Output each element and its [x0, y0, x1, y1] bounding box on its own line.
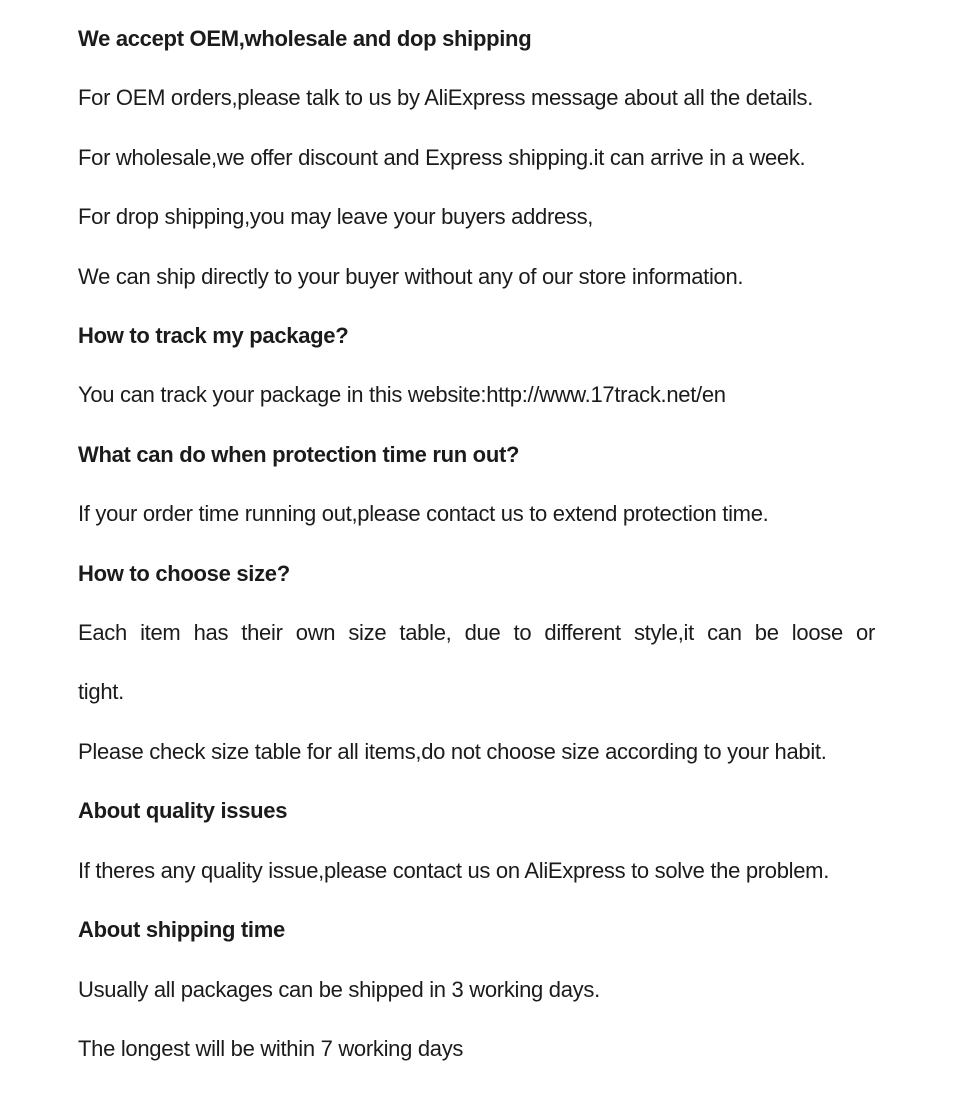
paragraph-line: You can track your package in this website:http://www.17track.net/en	[78, 382, 726, 408]
section-heading: How to track my package?	[78, 323, 349, 349]
paragraph-line: If your order time running out,please contact us to extend protection time.	[78, 501, 769, 527]
paragraph-line: tight.	[78, 679, 124, 705]
paragraph-line: Please check size table for all items,do not choose size according to your habit.	[78, 738, 827, 764]
paragraph-line: The longest will be within 7 working days	[78, 1035, 464, 1061]
section-heading: About shipping time	[78, 917, 285, 943]
paragraph-line: Each item has their own size table, due to different style,it can be loose or	[78, 620, 875, 646]
section-heading: We accept OEM,wholesale and dop shipping	[78, 26, 532, 51]
paragraph-line: If theres any quality issue,please contact us on AliExpress to solve the problem.	[78, 857, 830, 883]
paragraph-line: We can ship directly to your buyer without any of our store information.	[78, 263, 744, 289]
paragraph-line: For OEM orders,please talk to us by AliExpress message about all the details.	[78, 85, 814, 111]
paragraph-line: For wholesale,we offer discount and Express shipping.it can arrive in a week.	[78, 144, 806, 170]
faq-text-block	[78, 9, 875, 1078]
paragraph-line: For drop shipping,you may leave your buyers address,	[78, 204, 594, 230]
paragraph-line: Usually all packages can be shipped in 3 working days.	[78, 976, 600, 1002]
section-heading: How to choose size?	[78, 560, 290, 586]
section-heading: What can do when protection time run out?	[78, 441, 520, 467]
section-heading: About quality issues	[78, 798, 288, 824]
